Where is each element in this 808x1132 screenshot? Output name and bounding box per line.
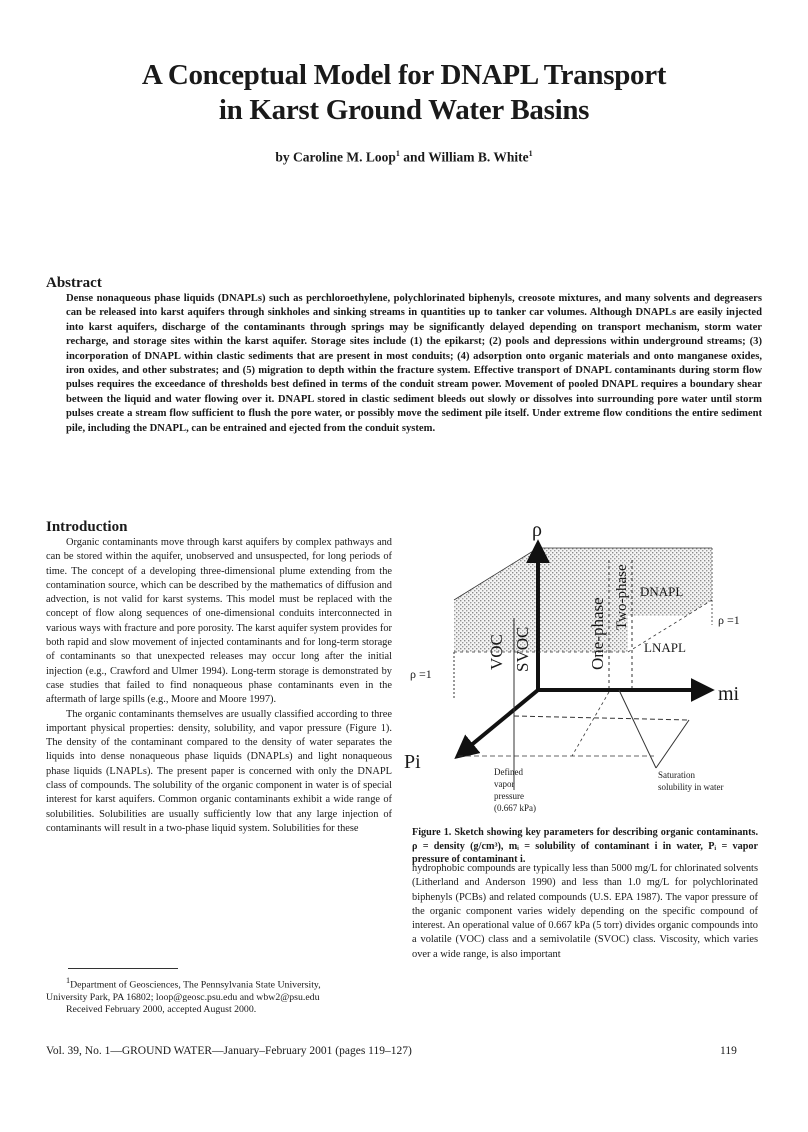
footnote-received: Received February 2000, accepted August 2000. bbox=[66, 1004, 257, 1016]
mi-axis-label: mi bbox=[718, 683, 740, 705]
svoc-label: SVOC bbox=[513, 626, 532, 672]
journal-citation-footer: Vol. 39, No. 1—GROUND WATER—January–February 2001 (pages 119–127) bbox=[46, 1045, 412, 1057]
lnapl-label: LNAPL bbox=[644, 640, 686, 655]
two-phase-label: Two-phase bbox=[614, 564, 630, 630]
author-2-affiliation-mark: 1 bbox=[528, 149, 533, 158]
footnote-address: University Park, PA 16802; loop@geosc.psu.edu and wbw2@psu.edu bbox=[46, 991, 320, 1003]
introduction-heading: Introduction bbox=[46, 519, 128, 535]
page-number: 119 bbox=[720, 1045, 737, 1057]
abstract-body: Dense nonaqueous phase liquids (DNAPLs) such as perchloroethylene, polychlorinated biphenyls, creosote mixtures, and many solvents and degreasers can be released into karst aquifers through sinkholes and sinking streams in quantities up to tanker car volumes. Although DNAPLs are easily injected into karst aquifers, discharge of the contaminants through springs may be significantly delayed depending on transport mechanism, storm water recharge, and storage sites within the karst aquifer. Storage sites include (1) the epikarst; (2) pools and depressions within underground streams; (3) incorporation of DNAPL within clastic sediments that are present in most conduits; (4) adsorption onto organic materials and onto manganese oxides, iron oxides, and other substrates; and (5) migration to depth within the fracture system. Effective transport of DNAPL contaminants during storm flow pulses requires the exceedance of thresholds best defined in terms of the conduit stream power. Movement of pooled DNAPL requires a boundary shear between the liquid and water flowing over it. DNAPL stored in clastic sediment bleeds out slowly or dissolves into surrounding pore water until storm pulses create a stream flow sufficient to flush the pore water, or possibly move the sediment pile itself. Under extreme flow conditions the entire sediment pile, including the DNAPL, can be entrained and ejected from the conduit system. bbox=[66, 293, 762, 434]
rho-equals-one-right: ρ =1 bbox=[718, 613, 740, 627]
footnote-affiliation: Department of Geosciences, The Pennsylvania State University, bbox=[70, 979, 321, 991]
figure-1-caption: Figure 1. Sketch showing key parameters for describing organic contaminants. ρ = density (g/cm³), mᵢ = solubility of contaminant i in water, Pᵢ = vapor pressure of contaminant i. bbox=[412, 827, 758, 865]
rho-equals-one-left: ρ =1 bbox=[410, 667, 432, 681]
footnote-mark: 1 bbox=[66, 976, 71, 985]
author-line bbox=[40, 149, 768, 166]
rho-axis-label: ρ bbox=[532, 520, 542, 541]
defined-vapor-pressure-label: Defined vapor pressure (0.667 kPa) bbox=[494, 767, 536, 813]
pi-axis-label: Pi bbox=[404, 751, 421, 773]
intro-paragraph-1: Organic contaminants move through karst aquifers by complex pathways and can be stored within the aquifer, unobserved and unsuspected, for long periods of time. The concept of a developing three-dimensional plume extending from the contamination source, which can be described by the mathematics of diffusion and advection, is not valid for karst systems. This model must be replaced with the concept of flow along sequences of one-dimensional conduits interconnected in various ways with fracture and pore porosity. The karst aquifer system provides for both rapid and slow movement of injected contaminants and for long-term storage of contaminants so that unexpected releases may occur long after the initial injection (e.g., Crawford and Ulmer 1994). Long-term storage is demonstrated by case studies that failed to find nonaqueous phase contaminants even in the aftermath of large spills (e.g., Moore and Moore 1997). bbox=[46, 537, 392, 706]
intro-paragraph-2: The organic contaminants themselves are usually classified according to three important physical properties: density, solubility, and vapor pressure (Figure 1). The density of the contaminant compared to the density of water separates the liquids into dense nonaqueous phase liquids (DNAPLs) and light nonaqueous phase liquids (LNAPLs). The present paper is concerned with only the DNAPL class of compounds. The solubility of the organic component in water is of special interest for karst aquifers. Common organic contaminants exhibit a wide range of solubilities. Solubilities are usually sufficiently low that any large injection of contaminants will result in a two-phase liquid system. Solubilities for these bbox=[46, 708, 392, 834]
paper-title bbox=[40, 58, 768, 128]
figure-1-diagram bbox=[404, 520, 764, 820]
footnote-rule bbox=[68, 968, 178, 969]
one-phase-label: One-phase bbox=[588, 597, 607, 670]
saturation-solubility-label: Saturation solubility in water bbox=[658, 770, 724, 792]
voc-label: VOC bbox=[487, 634, 506, 670]
pi-axis bbox=[458, 690, 538, 756]
footnote bbox=[46, 975, 392, 1017]
title-line-2: in Karst Ground Water Basins bbox=[218, 94, 590, 126]
title-line-1: A Conceptual Model for DNAPL Transport bbox=[141, 59, 667, 91]
left-column bbox=[46, 536, 392, 836]
dnapl-label: DNAPL bbox=[640, 584, 684, 599]
author-1: by Caroline M. Loop bbox=[275, 149, 396, 165]
abstract-heading: Abstract bbox=[46, 275, 102, 291]
author-2: and William B. White bbox=[399, 149, 529, 165]
right-column-text: hydrophobic compounds are typically less than 5000 mg/L for chlorinated solvents (Litherland and Anderson 1990) and less than 1.0 mg/L for polychlorinated biphenyls (PCBs) and related compounds (U.S. EPA 1987). The vapor pressure of the organic component varies widely depending on the specific compound of interest. An operational value of 0.667 kPa (5 torr) divides organic compounds into a volatile (VOC) class and a semivolatile (SVOC) class. Viscosity, which varies over a wide range, is also important bbox=[412, 863, 758, 960]
author-1-affiliation-mark: 1 bbox=[395, 149, 400, 158]
